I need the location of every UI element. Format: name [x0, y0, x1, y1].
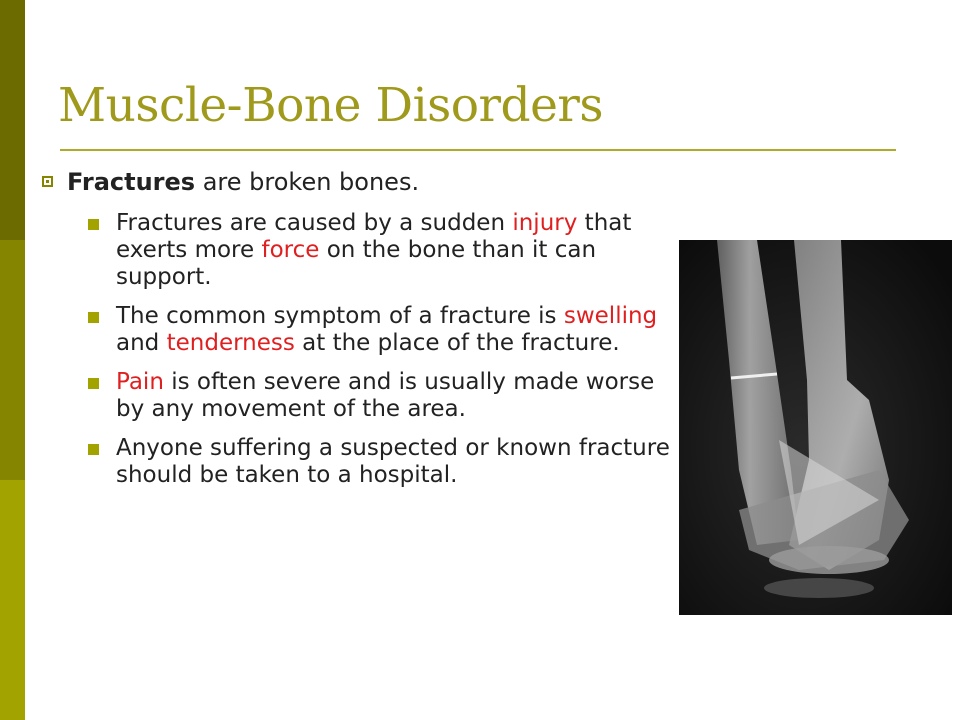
square-bullet-icon [88, 219, 99, 230]
sub-bullet-text: that exerts more [116, 210, 632, 263]
sub-bullet-text: Anyone suffering a suspected or known fracture should be taken to a hospital. [116, 435, 670, 488]
sub-bullet-text: and [116, 330, 167, 356]
main-bullet [38, 168, 678, 196]
main-bullet-rest: are broken bones. [195, 168, 420, 196]
side-bar-bottom [0, 480, 25, 720]
sub-bullet-symptoms [88, 303, 686, 357]
slide-content [38, 168, 678, 501]
highlight-word-injury: injury [512, 210, 578, 236]
side-bar-top [0, 0, 25, 240]
sub-bullet-hospital [88, 435, 686, 489]
hollow-square-bullet-icon [42, 176, 53, 187]
main-bullet-bold: Fractures [67, 168, 196, 196]
square-bullet-icon [88, 444, 99, 455]
highlight-word-swelling: swelling [563, 303, 658, 329]
sub-bullet-pain [88, 369, 686, 423]
highlight-word-force: force [261, 237, 320, 263]
slide-title: Muscle-Bone Disorders [58, 78, 604, 133]
square-bullet-icon [88, 312, 99, 323]
sub-bullet-causes [88, 210, 686, 291]
sub-bullet-text: The common symptom of a fracture is [116, 303, 564, 329]
highlight-word-pain: Pain [116, 369, 164, 395]
fracture-xray-image [679, 240, 952, 615]
sub-bullet-text: is often severe and is usually made worse by any movement of the area. [116, 369, 655, 422]
square-bullet-icon [88, 378, 99, 389]
highlight-word-tenderness: tenderness [166, 330, 295, 356]
sub-bullet-text: at the place of the fracture. [294, 330, 620, 356]
side-bar-middle [0, 240, 25, 480]
sub-bullet-text: on the bone than it can support. [116, 237, 597, 290]
sub-bullet-list [38, 210, 678, 489]
title-underline [60, 149, 896, 151]
main-bullet-text [67, 168, 419, 196]
sub-bullet-text: Fractures are caused by a sudden [116, 210, 513, 236]
